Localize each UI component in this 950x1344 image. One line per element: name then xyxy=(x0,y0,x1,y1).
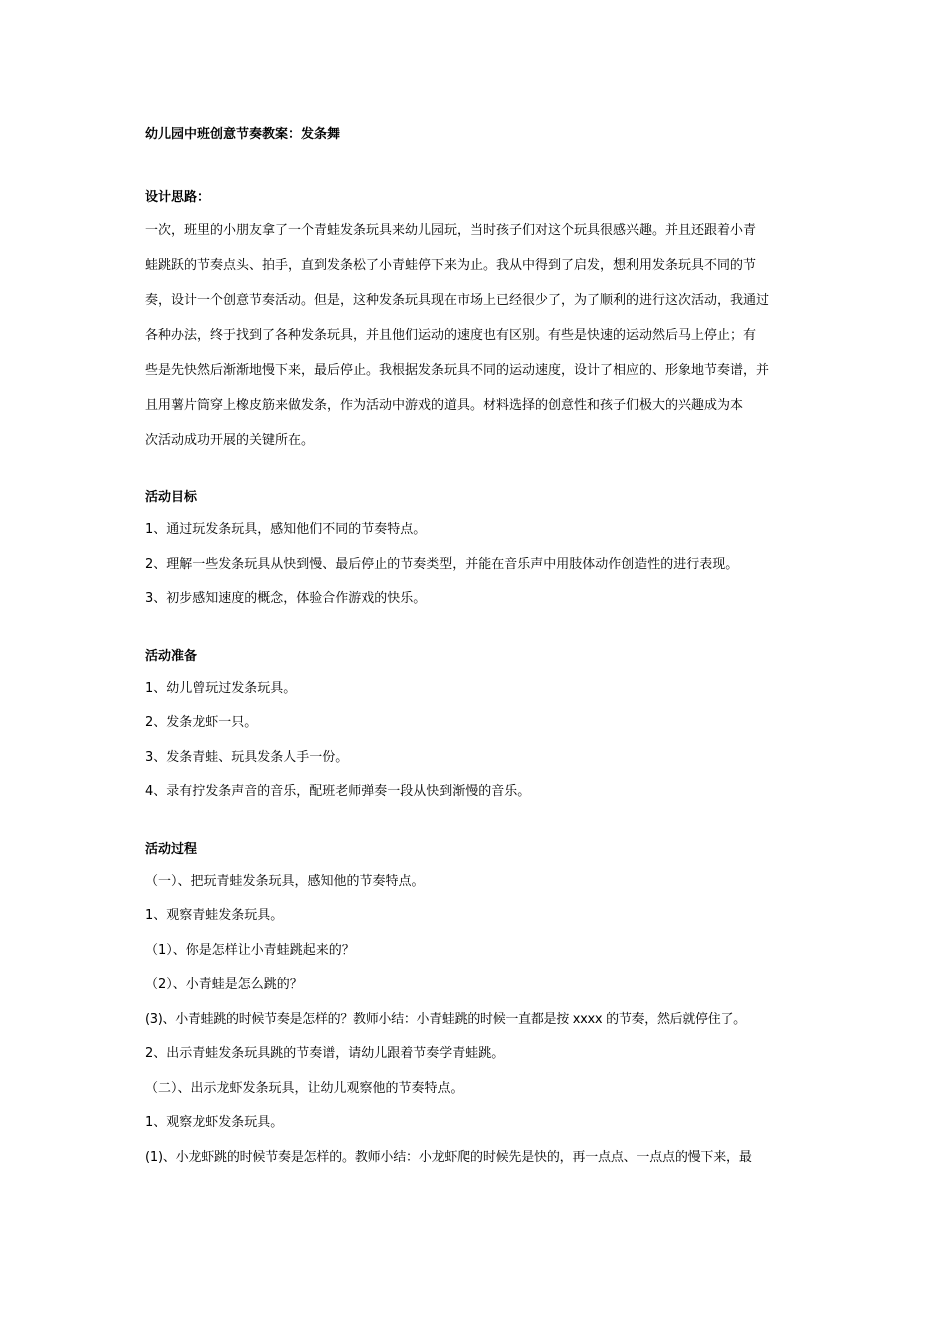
design-line: 蛙跳跃的节奏点头、拍手，直到发条松了小青蛙停下来为止。我从中得到了启发，想利用发条玩具不同的节 xyxy=(145,258,757,273)
process-item: 1、观察青蛙发条玩具。 xyxy=(145,908,284,923)
design-line: 一次，班里的小朋友拿了一个青蛙发条玩具来幼儿园玩，当时孩子们对这个玩具很感兴趣。并且还跟着小青 xyxy=(145,223,757,238)
design-heading: 设计思路： xyxy=(145,190,211,205)
process-item: （1）、你是怎样让小青蛙跳起来的？ xyxy=(145,942,355,958)
process-item: （一）、把玩青蛙发条玩具，感知他的节奏特点。 xyxy=(145,873,425,889)
process-item: （2）、小青蛙是怎么跳的？ xyxy=(145,977,303,992)
process-item: (1)、小龙虾跳的时候节奏是怎样的。教师小结：小龙虾爬的时候先是快的，再一点点、一点点的慢下来，最 xyxy=(145,1149,752,1165)
goal-item: 2、理解一些发条玩具从快到慢、最后停止的节奏类型，并能在音乐声中用肢体动作创造性的进行表现。 xyxy=(145,556,739,572)
prep-item: 4、录有拧发条声音的音乐，配班老师弹奏一段从快到渐慢的音乐。 xyxy=(145,784,531,799)
document-title: 幼儿园中班创意节奏教案：发条舞 xyxy=(145,127,341,142)
prep-item: 3、发条青蛙、玩具发条人手一份。 xyxy=(145,749,349,765)
prep-item: 1、幼儿曾玩过发条玩具。 xyxy=(145,680,297,696)
prep-section xyxy=(145,646,810,810)
process-item: 1、观察龙虾发条玩具。 xyxy=(145,1115,284,1130)
design-line: 奏，设计一个创意节奏活动。但是，这种发条玩具现在市场上已经很少了，为了顺利的进行这次活动，我通过 xyxy=(145,293,770,308)
process-item: （二）、出示龙虾发条玩具，让幼儿观察他的节奏特点。 xyxy=(145,1080,464,1096)
design-line: 次活动成功开展的关键所在。 xyxy=(145,433,315,448)
goals-heading: 活动目标 xyxy=(145,490,198,505)
document-page xyxy=(145,124,810,1175)
prep-heading: 活动准备 xyxy=(145,648,198,664)
design-line: 且用薯片筒穿上橡皮筋来做发条，作为活动中游戏的道具。材料选择的创意性和孩子们极大的兴趣成为本 xyxy=(145,398,744,413)
prep-item: 2、发条龙虾一只。 xyxy=(145,715,258,730)
process-section xyxy=(145,839,810,1176)
process-heading: 活动过程 xyxy=(145,841,198,857)
design-line: 些是先快然后渐渐地慢下来，最后停止。我根据发条玩具不同的运动速度，设计了相应的、形象地节奏谱，并 xyxy=(145,363,770,378)
goal-item: 3、初步感知速度的概念，体验合作游戏的快乐。 xyxy=(145,591,427,606)
process-item: 2、出示青蛙发条玩具跳的节奏谱，请幼儿跟着节奏学青蛙跳。 xyxy=(145,1046,505,1061)
design-line: 各种办法，终于找到了各种发条玩具，并且他们运动的速度也有区别。有些是快速的运动然后马上停止；有 xyxy=(145,328,757,343)
design-section xyxy=(145,187,810,458)
goals-section xyxy=(145,487,810,617)
process-item: (3)、小青蛙跳的时候节奏是怎样的？教师小结：小青蛙跳的时候一直都是按 xxxx 的节奏，然后就停住了。 xyxy=(145,1011,746,1027)
goal-item: 1、通过玩发条玩具，感知他们不同的节奏特点。 xyxy=(145,522,427,537)
